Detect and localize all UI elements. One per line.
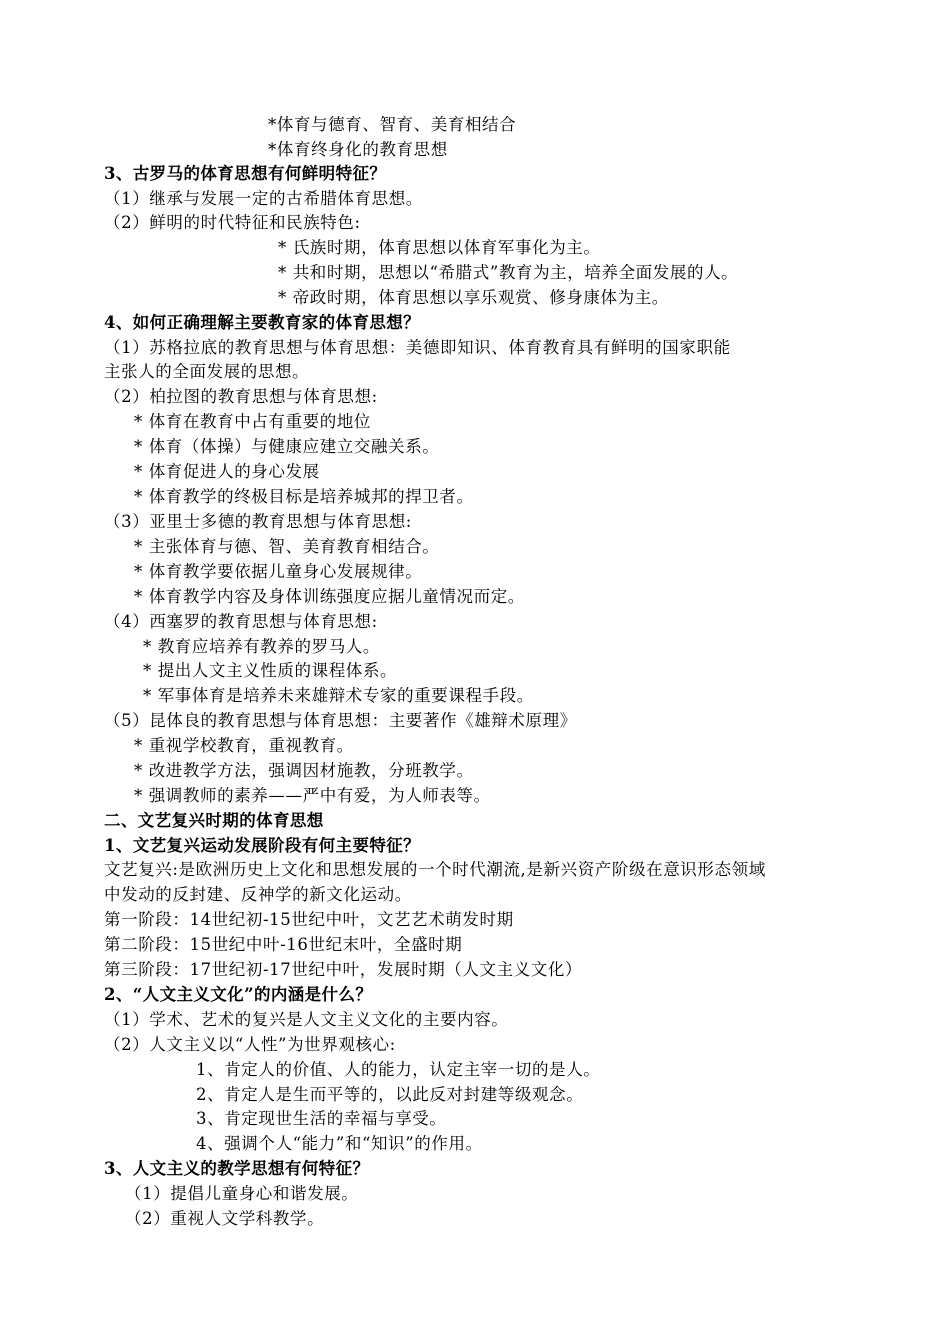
- text-line: （2）鲜明的时代特征和民族特色:: [104, 213, 361, 232]
- bullet-line: *体育终身化的教育思想: [268, 140, 448, 159]
- list-line: 3、肯定现世生活的幸福与享受。: [196, 1109, 447, 1128]
- list-line: 2、肯定人是生而平等的，以此反对封建等级观念。: [196, 1085, 584, 1104]
- bullet-line: * 主张体育与德、智、美育教育相结合。: [134, 537, 440, 556]
- question-heading: 2、“人文主义文化”的内涵是什么？: [104, 985, 373, 1004]
- text-line: 第三阶段：17世纪初-17世纪中叶，发展时期（人文主义文化）: [104, 960, 583, 979]
- bullet-line: * 氏族时期，体育思想以体育军事化为主。: [278, 238, 601, 257]
- question-heading: 1、文艺复兴运动发展阶段有何主要特征？: [104, 836, 421, 855]
- bullet-line: * 军事体育是培养未来雄辩术专家的重要课程手段。: [143, 686, 534, 705]
- bullet-line: * 改进教学方法，强调因材施教，分班教学。: [134, 761, 474, 780]
- text-line: （5）昆体良的教育思想与体育思想：主要著作《雄辩术原理》: [104, 711, 577, 730]
- bullet-line: * 帝政时期，体育思想以享乐观赏、修身康体为主。: [278, 288, 669, 307]
- bullet-line: * 教育应培养有教养的罗马人。: [143, 637, 380, 656]
- text-line: （1）学术、艺术的复兴是人文主义文化的主要内容。: [104, 1010, 509, 1029]
- bullet-line: * 体育促进人的身心发展: [134, 462, 320, 481]
- question-heading: 3、人文主义的教学思想有何特征？: [104, 1159, 370, 1178]
- question-heading: 3、古罗马的体育思想有何鲜明特征？: [104, 164, 387, 183]
- section-heading: 二、文艺复兴时期的体育思想: [104, 811, 324, 830]
- text-line: （2）重视人文学科教学。: [125, 1209, 325, 1228]
- bullet-line: * 提出人文主义性质的课程体系。: [143, 661, 398, 680]
- bullet-line: * 共和时期，思想以“希腊式”教育为主，培养全面发展的人。: [278, 263, 739, 282]
- bullet-line: * 体育教学要依据儿童身心发展规律。: [134, 562, 423, 581]
- bullet-line: * 体育教学内容及身体训练强度应据儿童情况而定。: [134, 587, 525, 606]
- list-line: 4、强调个人“能力”和“知识”的作用。: [196, 1134, 483, 1153]
- text-line: 第二阶段：15世纪中叶-16世纪末叶，全盛时期: [104, 935, 463, 954]
- text-line: 文艺复兴:是欧洲历史上文化和思想发展的一个时代潮流,是新兴资产阶级在意识形态领域: [104, 860, 766, 879]
- list-line: 1、肯定人的价值、人的能力，认定主宰一切的是人。: [196, 1060, 601, 1079]
- bullet-line: * 体育（体操）与健康应建立交融关系。: [134, 437, 440, 456]
- question-heading: 4、如何正确理解主要教育家的体育思想？: [104, 313, 421, 332]
- bullet-line: * 体育教学的终极目标是培养城邦的捍卫者。: [134, 487, 474, 506]
- text-line: 主张人的全面发展的思想。: [104, 362, 310, 381]
- text-line: （2）人文主义以“人性”为世界观核心:: [104, 1035, 396, 1054]
- text-line: （1）提倡儿童身心和谐发展。: [125, 1184, 359, 1203]
- bullet-line: * 体育在教育中占有重要的地位: [134, 412, 371, 431]
- text-line: 中发动的反封建、反神学的新文化运动。: [104, 885, 412, 904]
- text-line: （3）亚里士多德的教育思想与体育思想:: [104, 512, 412, 531]
- bullet-line: * 强调教师的素养——严中有爱，为人师表等。: [134, 786, 491, 805]
- text-line: （2）柏拉图的教育思想与体育思想:: [104, 387, 378, 406]
- bullet-line: * 重视学校教育，重视教育。: [134, 736, 354, 755]
- text-line: （4）西塞罗的教育思想与体育思想:: [104, 612, 378, 631]
- text-line: （1）苏格拉底的教育思想与体育思想：美德即知识、体育教育具有鲜明的国家职能: [104, 338, 731, 357]
- bullet-line: *体育与德育、智育、美育相结合: [268, 115, 517, 134]
- text-line: 第一阶段：14世纪初-15世纪中叶，文艺艺术萌发时期: [104, 910, 514, 929]
- text-line: （1）继承与发展一定的古希腊体育思想。: [104, 189, 423, 208]
